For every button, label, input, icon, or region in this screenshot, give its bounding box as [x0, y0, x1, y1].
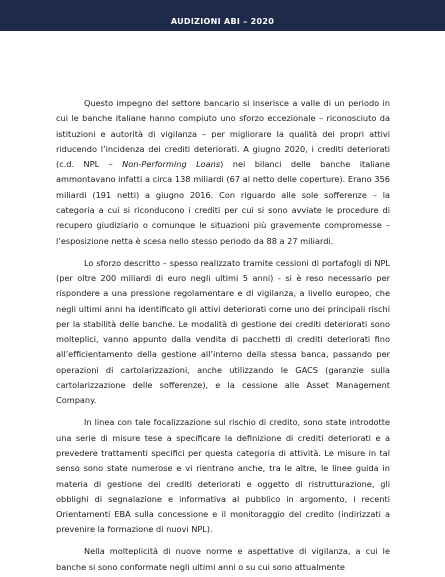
document-body: [56, 96, 390, 577]
paragraph-1: [56, 96, 390, 249]
paragraph-1-italic-term: Non-Performing Loans: [122, 159, 221, 170]
paragraph-1-text-before: Questo impegno del settore bancario si inserisce a valle di un periodo in cui le banche italiane hanno compiuto uno sforzo eccezionale – riconosciuto da istituzioni e autorità di vigilanza – per migliorare la qualità dei propri attivi riducendo l’incidenza dei crediti deteriorati. A giugno 2020, i crediti deteriorati (c.d. NPL –: [56, 98, 390, 170]
paragraph-4: Nella molteplicità di nuove norme e aspettative di vigilanza, a cui le banche si sono conformate negli ultimi anni o su cui sono attualmente: [56, 546, 390, 572]
paragraph-3: In linea con tale focalizzazione sul rischio di credito, sono state introdotte una serie di misure tese a specificare la definizione di crediti deteriorati e a prevedere trattamenti specifici per questa categoria di attività. Le misure in tal senso sono state numerose e vi rientrano anche, tra le altre, le linee guida in materia di gestione dei crediti deteriorati e oggetto di ristrutturazione, gli obblighi di segnalazione e informativa al pubblico in argomento, i recenti Orientamenti EBA sulla concessione e il monitoraggio del credito (indirizzati a prevenire la formazione di nuovi NPL).: [56, 417, 390, 535]
header-title: AUDIZIONI ABI – 2020: [170, 17, 275, 26]
paragraph-1-text-after: ) nei bilanci delle banche italiane ammontavano infatti a circa 138 miliardi (67 al netto delle coperture). Erano 356 miliardi (191 netti) a giugno 2016. Con riguardo alle sole sofferenze – la categoria a cui si riconducono i crediti per cui si sono avviate le procedure di recupero giudiziario o comunque le situazioni più gravemente compromesse – l’esposizione netta è scesa nello stesso periodo da 88 a 27 miliardi.: [56, 159, 391, 246]
paragraph-2: Lo sforzo descritto – spesso realizzato tramite cessioni di portafogli di NPL (per oltre 200 miliardi di euro negli ultimi 5 anni) - si è reso necessario per rispondere a una pressione regolamentare e di vigilanza, a livello europeo, che negli ultimi anni ha identificato gli attivi deteriorati come uno dei principali rischi per la stabilità delle banche. Le modalità di gestione dei crediti deteriorati sono molteplici, vanno appunto dalla vendita di pacchetti di crediti deteriorati fino all’efficientamento della gestione all’interno della stessa banca, passando per operazioni di cartolarizzazioni, anche utilizzando le GACS (garanzie sulla cartolarizzazione delle sofferenze), e la cessione alle Asset Management Company.: [56, 257, 390, 406]
header-bar: [0, 0, 445, 31]
